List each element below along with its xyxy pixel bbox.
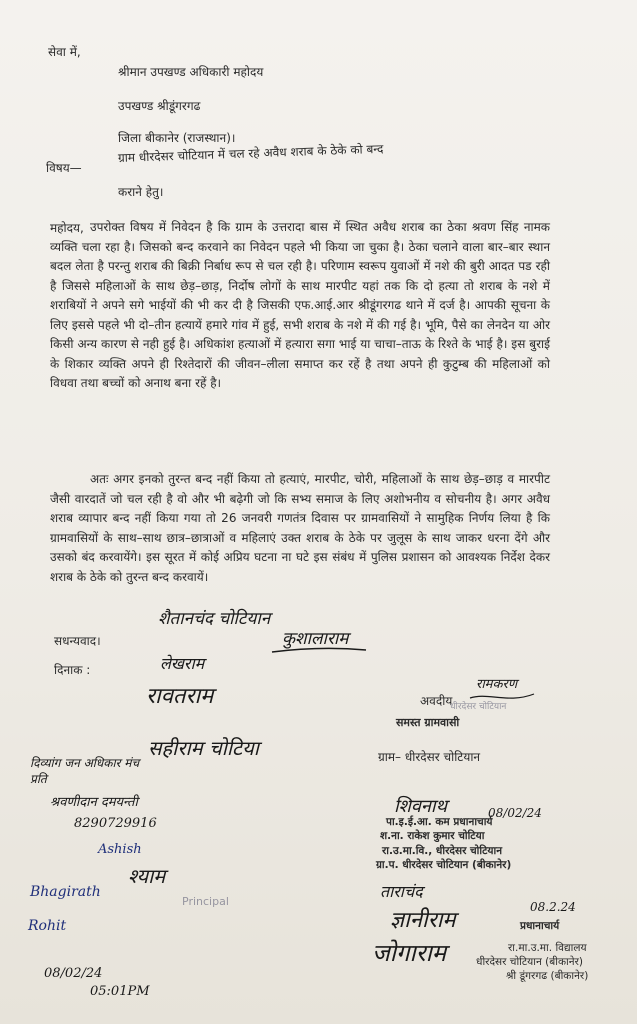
subject-line-1: ग्राम धीरदेसर चोटियान में चल रहे अवैध शराब के ठेके को बन्द (117, 141, 384, 165)
sender-name: समस्त ग्रामवासी (396, 716, 460, 729)
addressee-line-3: जिला बीकानेर (राजस्थान)। (118, 131, 236, 145)
signature-tarachand: ताराचंद (380, 882, 423, 901)
sender-label: अवदीय (420, 694, 453, 708)
signature-shyam: श्याम (128, 864, 166, 888)
round-stamp-text: धीरदेसर चोटियान (450, 702, 507, 712)
signature-lekhram: लेखराम (160, 654, 205, 673)
signature-rohit: Rohit (28, 918, 67, 934)
signature-jogaram: जोगाराम (372, 939, 447, 967)
left-note-3: श्रवणीदान दमयन्ती (50, 795, 138, 810)
to-label: सेवा में, (48, 45, 81, 59)
signature-principal-date: 08.2.24 (530, 900, 576, 914)
subject-line-2: कराने हेतु। (118, 185, 164, 199)
stamp-principal-line-3: धीरदेसर चोटियान (बीकानेर) (476, 956, 583, 968)
signature-shivnath: शिवनाथ (394, 796, 448, 817)
signature-shaitanchand: शैतानचंद चोटियान (158, 609, 271, 629)
addressee-line-2: उपखण्ड श्रीडूंगरगढ (118, 99, 201, 113)
signature-underline (270, 646, 370, 656)
signature-kushalaram: कुशालाराम (282, 629, 349, 649)
salutation: महोदय, (50, 221, 84, 235)
stamp-principal-line-2: रा.मा.उ.मा. विद्यालय (508, 942, 587, 954)
stamp-pds-line-4: ग्रा.प. धीरदेसर चोटियान (बीकानेर) (376, 859, 512, 871)
addressee-line-1: श्रीमान उपखण्ड अधिकारी महोदय (118, 65, 264, 79)
date-shivnath: 08/02/24 (488, 806, 542, 820)
left-note-1: दिव्यांग जन अधिकार मंच (30, 756, 140, 770)
phone-number: 8290729916 (74, 816, 157, 831)
stamp-principal-line-1: प्रधानाचार्य (520, 920, 560, 932)
subject-label: विषय— (46, 161, 82, 175)
thanks-text: सधन्यवाद। (54, 634, 101, 648)
date-handwritten: 08/02/24 (44, 966, 103, 981)
date-label: दिनाक : (54, 663, 91, 677)
village-line: ग्राम– धीरदेसर चोटियान (378, 750, 481, 764)
stamp-pds-line-2: श.ना. राकेश कुमार चोटिया (380, 830, 485, 842)
time-handwritten: 05:01PM (90, 984, 150, 999)
stamp-pds-line-1: पा.इ.ई.आ. कम प्रधानाचार्य (386, 816, 493, 828)
signature-ashish: Ashish (98, 842, 142, 857)
signature-gyaniram: ज्ञानीराम (390, 908, 456, 933)
signature-rawatram: रावतराम (146, 684, 214, 709)
principal-stamp: Principal (182, 895, 229, 908)
left-note-2: प्रति (30, 772, 47, 786)
signature-bhagirath: Bhagirath (30, 884, 101, 900)
body-paragraph-1: उपरोक्त विषय में निवेदन है कि ग्राम के उत्तरादा बास में स्थित अवैध शराब का ठेका श्रवण सिंह नामक व्यक्ति चला रहा है। जिसको बन्द करवाने का निवेदन पहले भी किया जा चुका है। ठेका चलाने वाला बार–बार स्थान बदल लेता है परन्तु शराब की बिक्री निर्बाध रूप से चल रही है। परिणाम स्वरूप युवाओं में नशे की बुरी आदत पड रही है जिससे महिलाओं के साथ छेड़–छाड़, निर्दोष लोगों के साथ मारपीट यहां तक कि दो हत्या तो शराब के नशे में शराबियों ने अपने सगे भाईयों की भी कर दी है जिसकी एफ.आई.आर श्रीडूंगरगढ थाने में दर्ज है। आपकी सूचना के लिए इससे पहले भी दो–तीन हत्यायें हमारे गांव में हुई, सभी शराब के नशे में की गई है। भूमि, पैसे का लेनदेन या ओर किसी अन्य कारण से नही हुई है। अधिकांश हत्याओं में हत्यारा सगा भाई या चाचा–ताऊ के रिश्ते के भाई है। इस बुराई के शिकार व्यक्ति अपने ही रिश्तेदारों की जीवन–लीला समाप्त कर रहें है तथा अपने ही कुटुम्ब की महिलाओं को विधवा तथा बच्चों को अनाथ बना रहें है। (50, 220, 550, 390)
stamp-pds-line-3: रा.उ.मा.वि., धीरदेसर चोटियान (382, 845, 503, 857)
signature-sahiram: सहीराम चोटिया (148, 736, 259, 760)
signature-ramkaran: रामकरण (476, 677, 518, 692)
body-paragraph-2: अतः अगर इनको तुरन्त बन्द नहीं किया तो हत्याएं, मारपीट, चोरी, महिलाओं के साथ छेड़–छाड़ व मारपीट जैसी वारदातें जो चल रही है वो और भी बढ़ेगी जो कि सभ्य समाज के लिए अशोभनीय व सोचनीय है। अगर अवैध शराब व्यापार बन्द नहीं किया गया तो 26 जनवरी गणतंत्र दिवास पर ग्रामवासियों ने सामुहिक निर्णय लिया है कि ग्रामवासियों के साथ–साथ छात्र–छात्राओं व महिलाएं उक्त शराब के ठेके पर जुलूस के साथ जाकर धरना देंगे और उसको बंद करवायेंगे। इस सूरत में कोई अप्रिय घटना ना घटे इस संबंध में पुलिस प्रशासन को आवश्यक निर्देश देकर शराब के ठेके को तुरन्त बन्द करवायें। (50, 472, 550, 584)
stamp-principal-line-4: श्री डूंगरगढ (बीकानेर) (506, 970, 589, 982)
